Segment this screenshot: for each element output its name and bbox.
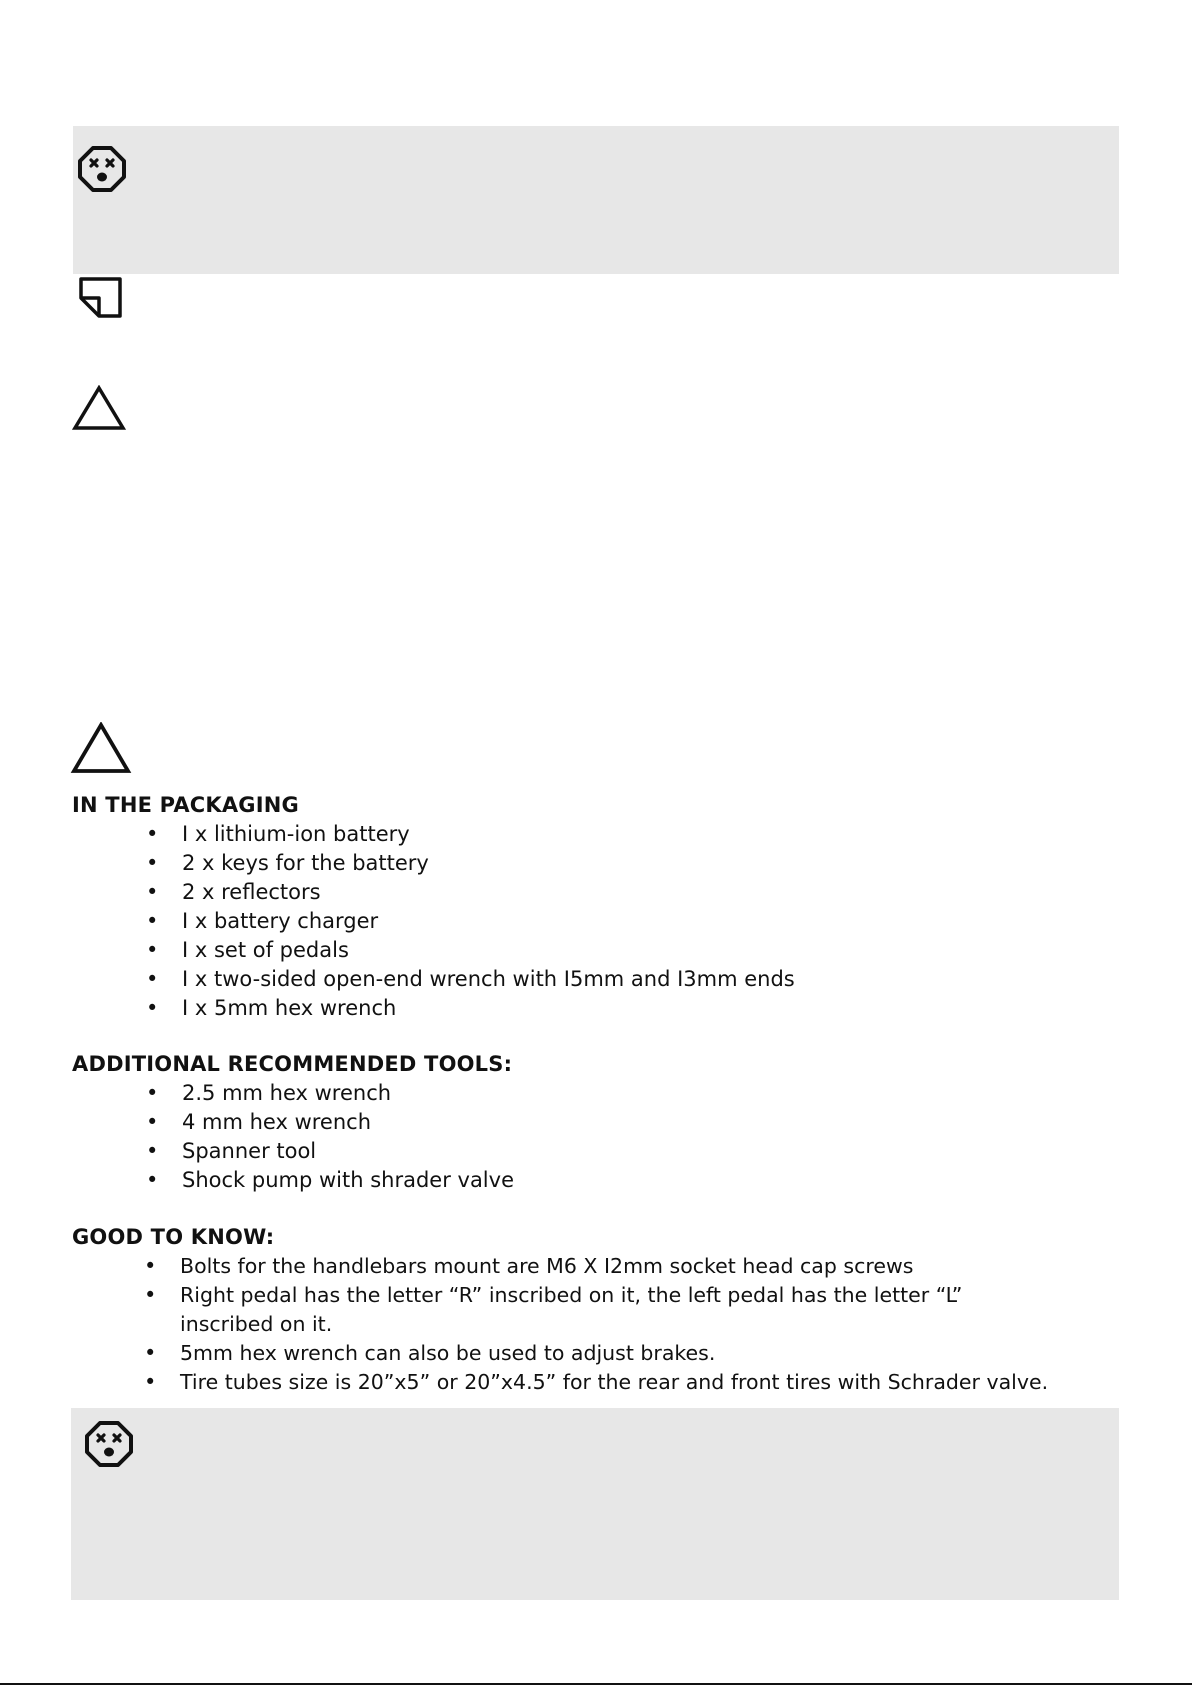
list-item: • I x set of pedals xyxy=(182,936,1102,965)
list-item: • Shock pump with shrader valve xyxy=(182,1166,1102,1195)
tools-heading: ADDITIONAL RECOMMENDED TOOLS: xyxy=(72,1052,513,1076)
list-item: • I x 5mm hex wrench xyxy=(182,994,1102,1023)
list-item: • 4 mm hex wrench xyxy=(182,1108,1102,1137)
warning-triangle-icon xyxy=(70,722,132,774)
good-to-know-heading: GOOD TO KNOW: xyxy=(72,1225,275,1249)
list-item: • I x battery charger xyxy=(182,907,1102,936)
packaging-list xyxy=(182,820,1102,1023)
list-item: • I x two-sided open-end wrench with I5mm and I3mm ends xyxy=(182,965,1102,994)
list-item: • 5mm hex wrench can also be used to adjust brakes. xyxy=(180,1339,1120,1368)
packaging-heading: IN THE PACKAGING xyxy=(72,793,299,817)
list-item: • 2.5 mm hex wrench xyxy=(182,1079,1102,1108)
list-item: • I x lithium-ion battery xyxy=(182,820,1102,849)
note-icon xyxy=(78,276,124,320)
list-item: • 2 x reflectors xyxy=(182,878,1102,907)
list-item: • Tire tubes size is 20”x5” or 20”x4.5” for the rear and front tires with Schrader valve. xyxy=(180,1368,1120,1397)
danger-face-icon xyxy=(78,146,126,192)
good-to-know-list xyxy=(180,1252,1120,1397)
list-item: • Spanner tool xyxy=(182,1137,1102,1166)
list-item: • Bolts for the handlebars mount are M6 X I2mm socket head cap screws xyxy=(180,1252,1120,1281)
tools-list xyxy=(182,1079,1102,1195)
danger-box-top xyxy=(73,126,1119,274)
warning-triangle-icon xyxy=(72,385,126,431)
danger-face-icon xyxy=(85,1421,133,1467)
danger-box-bottom xyxy=(71,1408,1119,1600)
list-item: • 2 x keys for the battery xyxy=(182,849,1102,878)
list-item: • Right pedal has the letter “R” inscribed on it, the left pedal has the letter “L” inscribed on it. xyxy=(180,1281,1040,1339)
